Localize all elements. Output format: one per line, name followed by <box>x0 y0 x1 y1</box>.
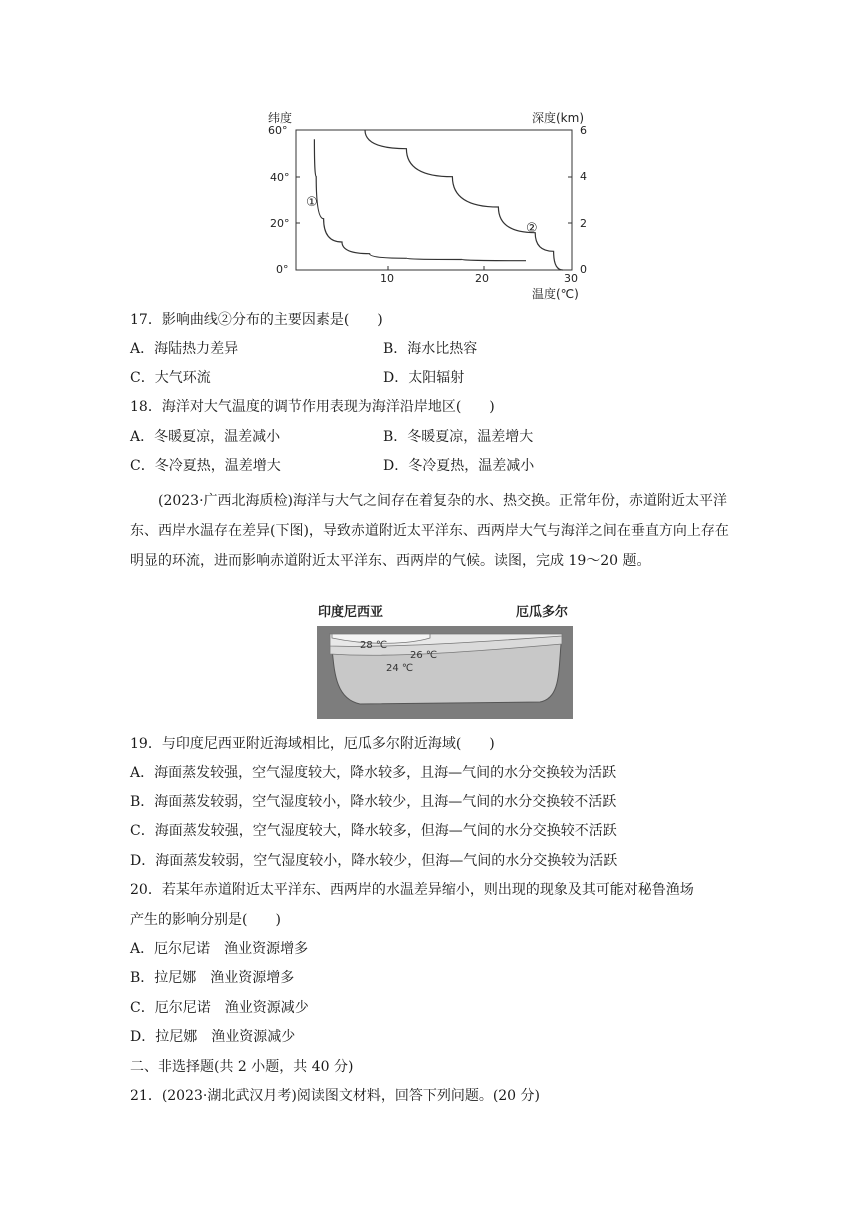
q19-option-b[interactable]: B．海面蒸发较弱，空气湿度较小，降水较少，且海—气间的水分交换较不活跃 <box>130 794 617 810</box>
indonesia-label: 印度尼西亚 <box>318 605 384 620</box>
plot-frame <box>296 130 572 270</box>
left-tick: 60° <box>268 124 288 137</box>
q18-option-b[interactable]: B．冬暖夏凉，温差增大 <box>383 429 534 445</box>
right-tick: 0 <box>580 263 587 276</box>
q20-option-d[interactable]: D．拉尼娜 渔业资源减少 <box>130 1029 296 1045</box>
left-tick: 40° <box>270 171 290 184</box>
curve-1-label: ① <box>306 195 318 210</box>
passage: (2023·广西北海质检)海洋与大气之间存在着复杂的水、热交换。正常年份，赤道附近太平洋东、西岸水温存在差异(下图)，导致赤道附近太平洋东、西两岸大气与海洋之间在垂直方向上存在明显的环流，进而影响赤道附近太平洋东、西两岸的气候。读图，完成 19～20 题。 <box>130 493 729 569</box>
right-ticks <box>568 124 587 276</box>
q21-stem: 21．(2023·湖北武汉月考)阅读图文材料，回答下列问题。(20 分) <box>130 1088 541 1104</box>
pacific-cross-section <box>300 598 590 722</box>
x-axis-title: 温度(℃) <box>532 287 579 301</box>
left-tick: 0° <box>276 263 289 276</box>
q18-stem: 18．海洋对大气温度的调节作用表现为海洋沿岸地区( ) <box>130 399 495 415</box>
ecuador-label: 厄瓜多尔 <box>516 605 569 620</box>
q20-option-c[interactable]: C．厄尔尼诺 渔业资源减少 <box>130 1000 309 1016</box>
left-axis-title: 纬度 <box>268 111 293 125</box>
q19-option-a[interactable]: A．海面蒸发较强，空气湿度较大，降水较多，且海—气间的水分交换较为活跃 <box>130 765 617 781</box>
right-tick: 6 <box>580 124 587 137</box>
x-tick: 20 <box>475 272 489 285</box>
right-axis-title: 深度(km) <box>532 111 585 125</box>
left-tick: 20° <box>270 217 290 230</box>
q17-option-b[interactable]: B．海水比热容 <box>383 341 478 357</box>
x-ticks <box>380 266 578 285</box>
q17-stem: 17．影响曲线②分布的主要因素是( ) <box>130 312 383 328</box>
q19-option-d[interactable]: D．海面蒸发较弱，空气湿度较小，降水较少，但海—气间的水分交换较为活跃 <box>130 853 618 869</box>
q18-option-c[interactable]: C．冬冷夏热，温差增大 <box>130 458 281 474</box>
section-heading: 二、非选择题(共 2 小题，共 40 分) <box>130 1059 354 1075</box>
q19-option-c[interactable]: C．海面蒸发较强，空气湿度较大，降水较多，但海—气间的水分交换较不活跃 <box>130 823 617 839</box>
right-tick: 2 <box>580 217 587 230</box>
isotherm-24: 24 ℃ <box>386 663 414 674</box>
isotherm-26: 26 ℃ <box>410 650 438 661</box>
x-tick: 10 <box>380 272 394 285</box>
temperature-chart <box>260 100 610 305</box>
q19-stem: 19．与印度尼西亚附近海域相比，厄瓜多尔附近海域( ) <box>130 736 495 752</box>
isotherm-28: 28 ℃ <box>360 640 388 651</box>
q17-option-d[interactable]: D．太阳辐射 <box>383 370 465 386</box>
q20-stem-line2: 产生的影响分别是( ) <box>130 912 281 928</box>
q17-option-a[interactable]: A．海陆热力差异 <box>130 341 239 357</box>
curve-2-label: ② <box>526 221 538 236</box>
left-ticks <box>268 124 300 276</box>
right-tick: 4 <box>580 170 587 183</box>
curve-2 <box>365 130 563 270</box>
q17-option-c[interactable]: C．大气环流 <box>130 370 211 386</box>
x-tick: 30 <box>564 272 578 285</box>
q20-stem-line1: 20．若某年赤道附近太平洋东、西两岸的水温差异缩小，则出现的现象及其可能对秘鲁渔场 <box>130 882 694 898</box>
q20-option-a[interactable]: A．厄尔尼诺 渔业资源增多 <box>130 941 309 957</box>
q18-option-a[interactable]: A．冬暖夏凉，温差减小 <box>130 429 281 445</box>
q18-option-d[interactable]: D．冬冷夏热，温差减小 <box>383 458 535 474</box>
curve-1 <box>314 139 526 260</box>
q20-option-b[interactable]: B．拉尼娜 渔业资源增多 <box>130 970 295 986</box>
